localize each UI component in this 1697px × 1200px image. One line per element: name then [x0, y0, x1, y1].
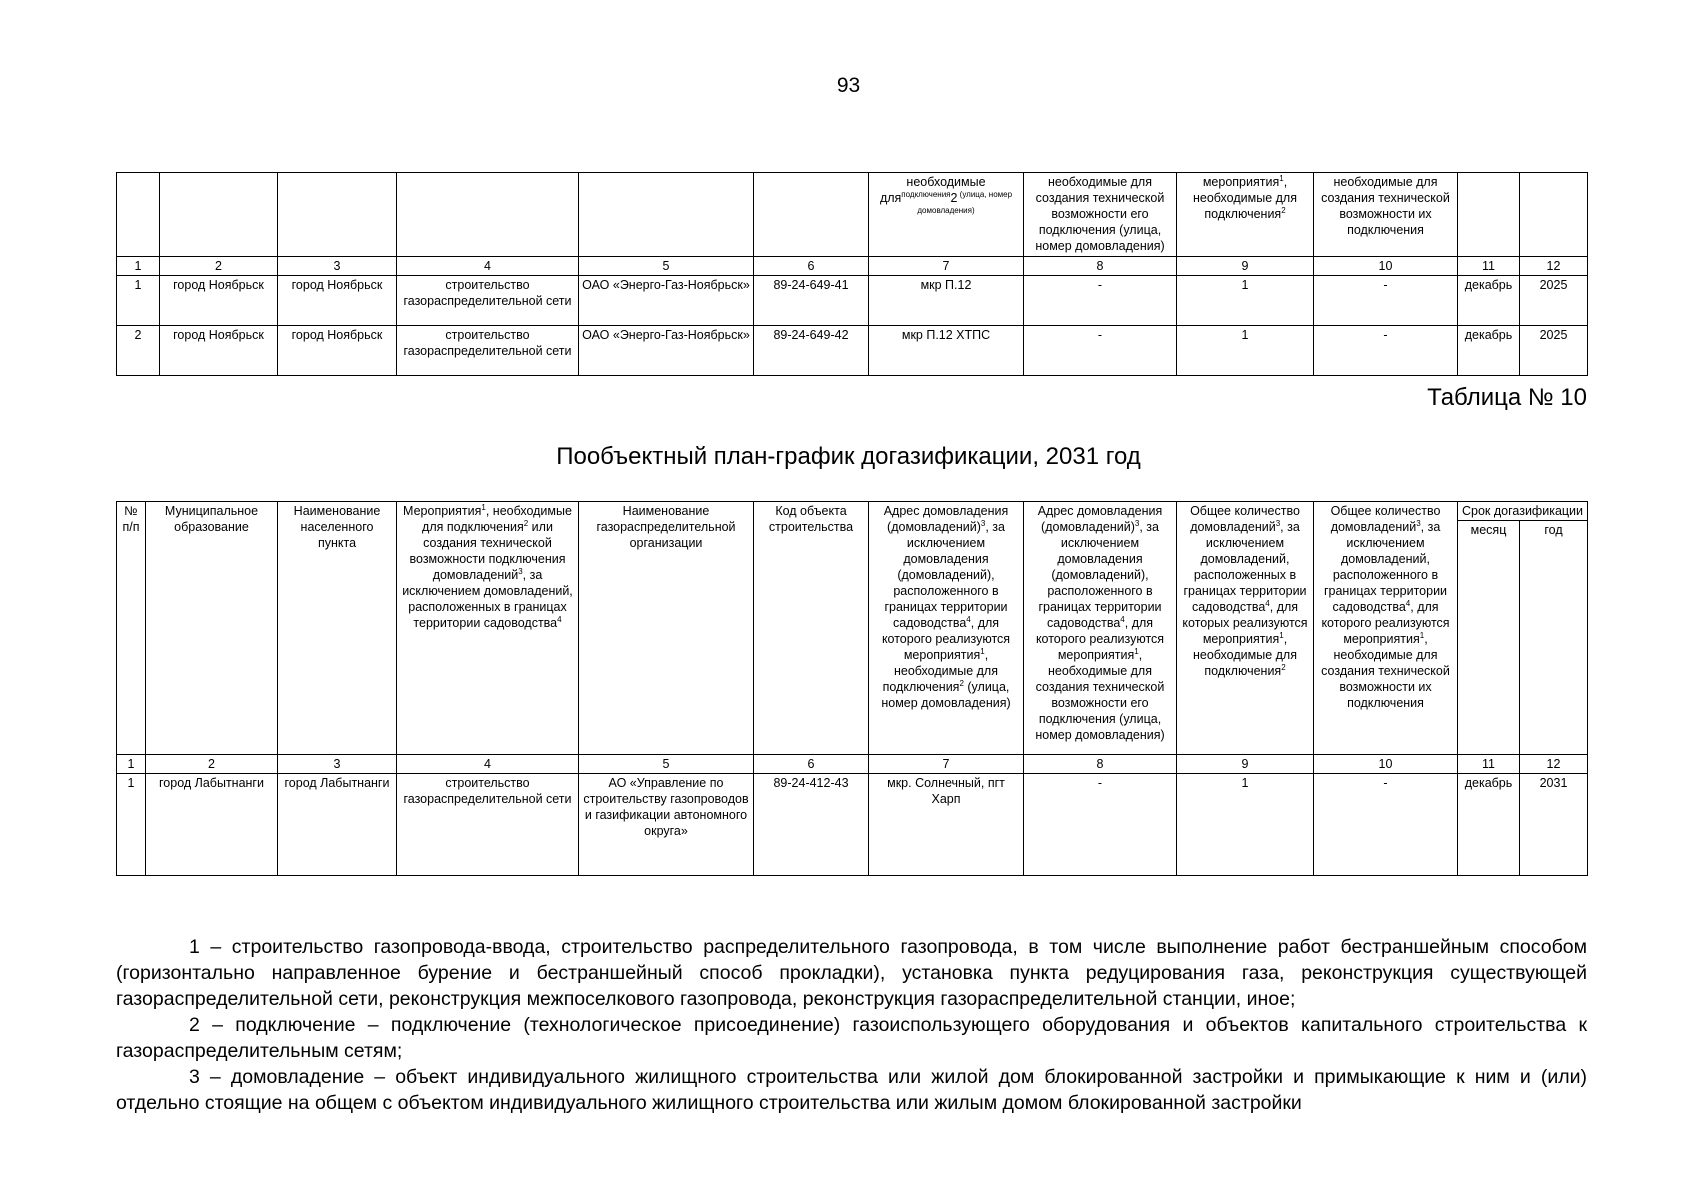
table-cell-code: 89-24-649-41 — [754, 276, 869, 326]
header-cell-events: Мероприятия$^1$, необходимые для подключения$^2$ или создания технической возможности подключения домовладений$^3$, за исключением домовладений, расположенных в границах территории садоводства$^4$ — [397, 502, 579, 755]
page-number: 93 — [836, 74, 861, 97]
column-number-cell: 6 — [754, 257, 869, 276]
header-cell — [579, 173, 754, 257]
table-cell-np: город Ноябрьск — [278, 276, 397, 326]
column-number-cell: 8 — [1024, 755, 1177, 774]
table-cell-np: город Лабытнанги — [278, 774, 397, 876]
table-row — [117, 774, 1588, 876]
table-cell-addr1: мкр П.12 — [869, 276, 1024, 326]
header-cell — [397, 173, 579, 257]
column-number-cell: 10 — [1314, 257, 1458, 276]
column-number-cell: 6 — [754, 755, 869, 774]
header-cell-year: год — [1520, 521, 1588, 755]
table-cell-event: строительство газораспределительной сети — [397, 276, 579, 326]
header-cell — [1520, 173, 1588, 257]
column-number-cell: 7 — [869, 755, 1024, 774]
column-number-cell: 11 — [1458, 257, 1520, 276]
header-cell — [117, 173, 160, 257]
table-cell-n: 1 — [117, 774, 146, 876]
table-cell-year: 2031 — [1520, 774, 1588, 876]
footnotes — [116, 934, 1587, 1116]
footnote-3: 3 – домовладение – объект индивидуального жилищного строительства или жилой дом блокированной застройки и примыкающие к ним и (или) отдельно стоящие на общем с объектом индивидуального жилищного строительства или жилым домом блокированной застройки — [116, 1066, 1587, 1114]
table-cell-addr2: - — [1024, 774, 1177, 876]
column-number-cell: 9 — [1177, 755, 1314, 774]
table-cell-mo: город Лабытнанги — [146, 774, 278, 876]
column-number-cell: 12 — [1520, 755, 1588, 774]
table-cell-cnt1: 1 — [1177, 326, 1314, 376]
column-number-cell: 2 — [160, 257, 278, 276]
header-cell — [1458, 173, 1520, 257]
table-row — [117, 326, 1588, 376]
table-cell-mo: город Ноябрьск — [160, 276, 278, 326]
table-cell-event: строительство газораспределительной сети — [397, 774, 579, 876]
footnote-2: 2 – подключение – подключение (технологическое присоединение) газоиспользующего оборудования и объектов капитального строительства к газораспределительным сетям; — [116, 1014, 1587, 1062]
column-number-cell: 5 — [579, 257, 754, 276]
table-title: Пообъектный план-график догазификации, 2031 год — [556, 443, 1141, 470]
header-cell — [160, 173, 278, 257]
footnote-1: 1 – строительство газопровода-ввода, строительство распределительного газопровода, в том числе выполнение работ бестраншейным способом (горизонтально направленное бурение и бестраншейный способ прокладки), установка пункта редуцирования газа, реконструкция существующей газораспределительной сети, реконструкция межпоселкового газопровода, реконструкция газораспределительной станции, иное; — [116, 936, 1587, 1010]
table-cell-np: город Ноябрьск — [278, 326, 397, 376]
table-cell-n: 1 — [117, 276, 160, 326]
column-number-cell: 4 — [397, 755, 579, 774]
table-cell-event: строительство газораспределительной сети — [397, 326, 579, 376]
column-number-row — [117, 257, 1588, 276]
header-cell-object-code: Код объекта строительства — [754, 502, 869, 755]
gasification-schedule-table — [116, 501, 1588, 876]
table-cell-cnt2: - — [1314, 774, 1458, 876]
column-number-cell: 7 — [869, 257, 1024, 276]
header-cell-count-connection: мероприятия$^1$, необходимые для подключения$^2$ — [1177, 173, 1314, 257]
column-number-cell: 1 — [117, 257, 160, 276]
column-number-cell: 1 — [117, 755, 146, 774]
header-cell-number: № п/п — [117, 502, 146, 755]
header-cell-count-capability: Общее количество домовладений$^3$, за исключением домовладений, расположенного в границах территории садоводства$^4$, для которого реализуются мероприятия$^1$, необходимые для создания технической возможности их подключения — [1314, 502, 1458, 755]
header-cell-address-capability: необходимые для создания технической возможности его подключения (улица, номер домовладения) — [1024, 173, 1177, 257]
header-cell-deadline: Срок догазификации — [1458, 502, 1588, 521]
table-cell-addr1: мкр. Солнечный, пгт Харп — [869, 774, 1024, 876]
table-cell-mo: город Ноябрьск — [160, 326, 278, 376]
table-cell-cnt1: 1 — [1177, 276, 1314, 326]
header-cell — [754, 173, 869, 257]
header-cell-address-capability: Адрес домовладения (домовладений)$^3$, за исключением домовладения (домовладений), расположенного в границах территории садоводства$^4$, для которого реализуются мероприятия$^1$, необходимые для создания технической возможности его подключения (улица, номер домовладения) — [1024, 502, 1177, 755]
header-cell-count-capability: необходимые для создания технической возможности их подключения — [1314, 173, 1458, 257]
header-cell-organization: Наименование газораспределительной организации — [579, 502, 754, 755]
header-cell — [278, 173, 397, 257]
table-cell-org: АО «Управление по строительству газопроводов и газификации автономного округа» — [579, 774, 754, 876]
header-cell-address-connection: Адрес домовладения (домовладений)$^3$, за исключением домовладения (домовладений), расположенного в границах территории садоводства$^4$, для которого реализуются мероприятия$^1$, необходимые для подключения$^2$ (улица, номер домовладения) — [869, 502, 1024, 755]
column-number-cell: 4 — [397, 257, 579, 276]
column-number-cell: 3 — [278, 257, 397, 276]
table-cell-month: декабрь — [1458, 774, 1520, 876]
column-number-cell: 10 — [1314, 755, 1458, 774]
column-number-row — [117, 755, 1588, 774]
header-row-continued — [117, 173, 1588, 257]
table-cell-org: ОАО «Энерго-Газ-Ноябрьск» — [579, 326, 754, 376]
table-row — [117, 276, 1588, 326]
table-cell-org: ОАО «Энерго-Газ-Ноябрьск» — [579, 276, 754, 326]
table-cell-code: 89-24-649-42 — [754, 326, 869, 376]
table-cell-addr2: - — [1024, 276, 1177, 326]
continued-table — [116, 172, 1588, 376]
column-number-cell: 9 — [1177, 257, 1314, 276]
table-cell-n: 2 — [117, 326, 160, 376]
table-cell-month: декабрь — [1458, 326, 1520, 376]
header-row — [117, 502, 1588, 521]
table-cell-cnt2: - — [1314, 326, 1458, 376]
column-number-cell: 5 — [579, 755, 754, 774]
header-cell-municipality: Муниципальное образование — [146, 502, 278, 755]
header-cell-month: месяц — [1458, 521, 1520, 755]
table-cell-addr2: - — [1024, 326, 1177, 376]
column-number-cell: 8 — [1024, 257, 1177, 276]
table-cell-year: 2025 — [1520, 276, 1588, 326]
header-cell-settlement: Наименование населенного пункта — [278, 502, 397, 755]
table-cell-year: 2025 — [1520, 326, 1588, 376]
table-cell-cnt2: - — [1314, 276, 1458, 326]
column-number-cell: 2 — [146, 755, 278, 774]
column-number-cell: 12 — [1520, 257, 1588, 276]
column-number-cell: 3 — [278, 755, 397, 774]
table-cell-month: декабрь — [1458, 276, 1520, 326]
table-cell-code: 89-24-412-43 — [754, 774, 869, 876]
header-cell-count-connection: Общее количество домовладений$^3$, за исключением домовладений, расположенных в границах территории садоводства$^4$, для которых реализуются мероприятия$^1$, необходимые для подключения$^2$ — [1177, 502, 1314, 755]
table-label: Таблица № 10 — [1427, 384, 1587, 411]
header-cell-address-connection: необходимые для$^{подключения}$2 $^{(улица, номер домовладения)}$ — [869, 173, 1024, 257]
column-number-cell: 11 — [1458, 755, 1520, 774]
table-cell-cnt1: 1 — [1177, 774, 1314, 876]
table-cell-addr1: мкр П.12 ХТПС — [869, 326, 1024, 376]
